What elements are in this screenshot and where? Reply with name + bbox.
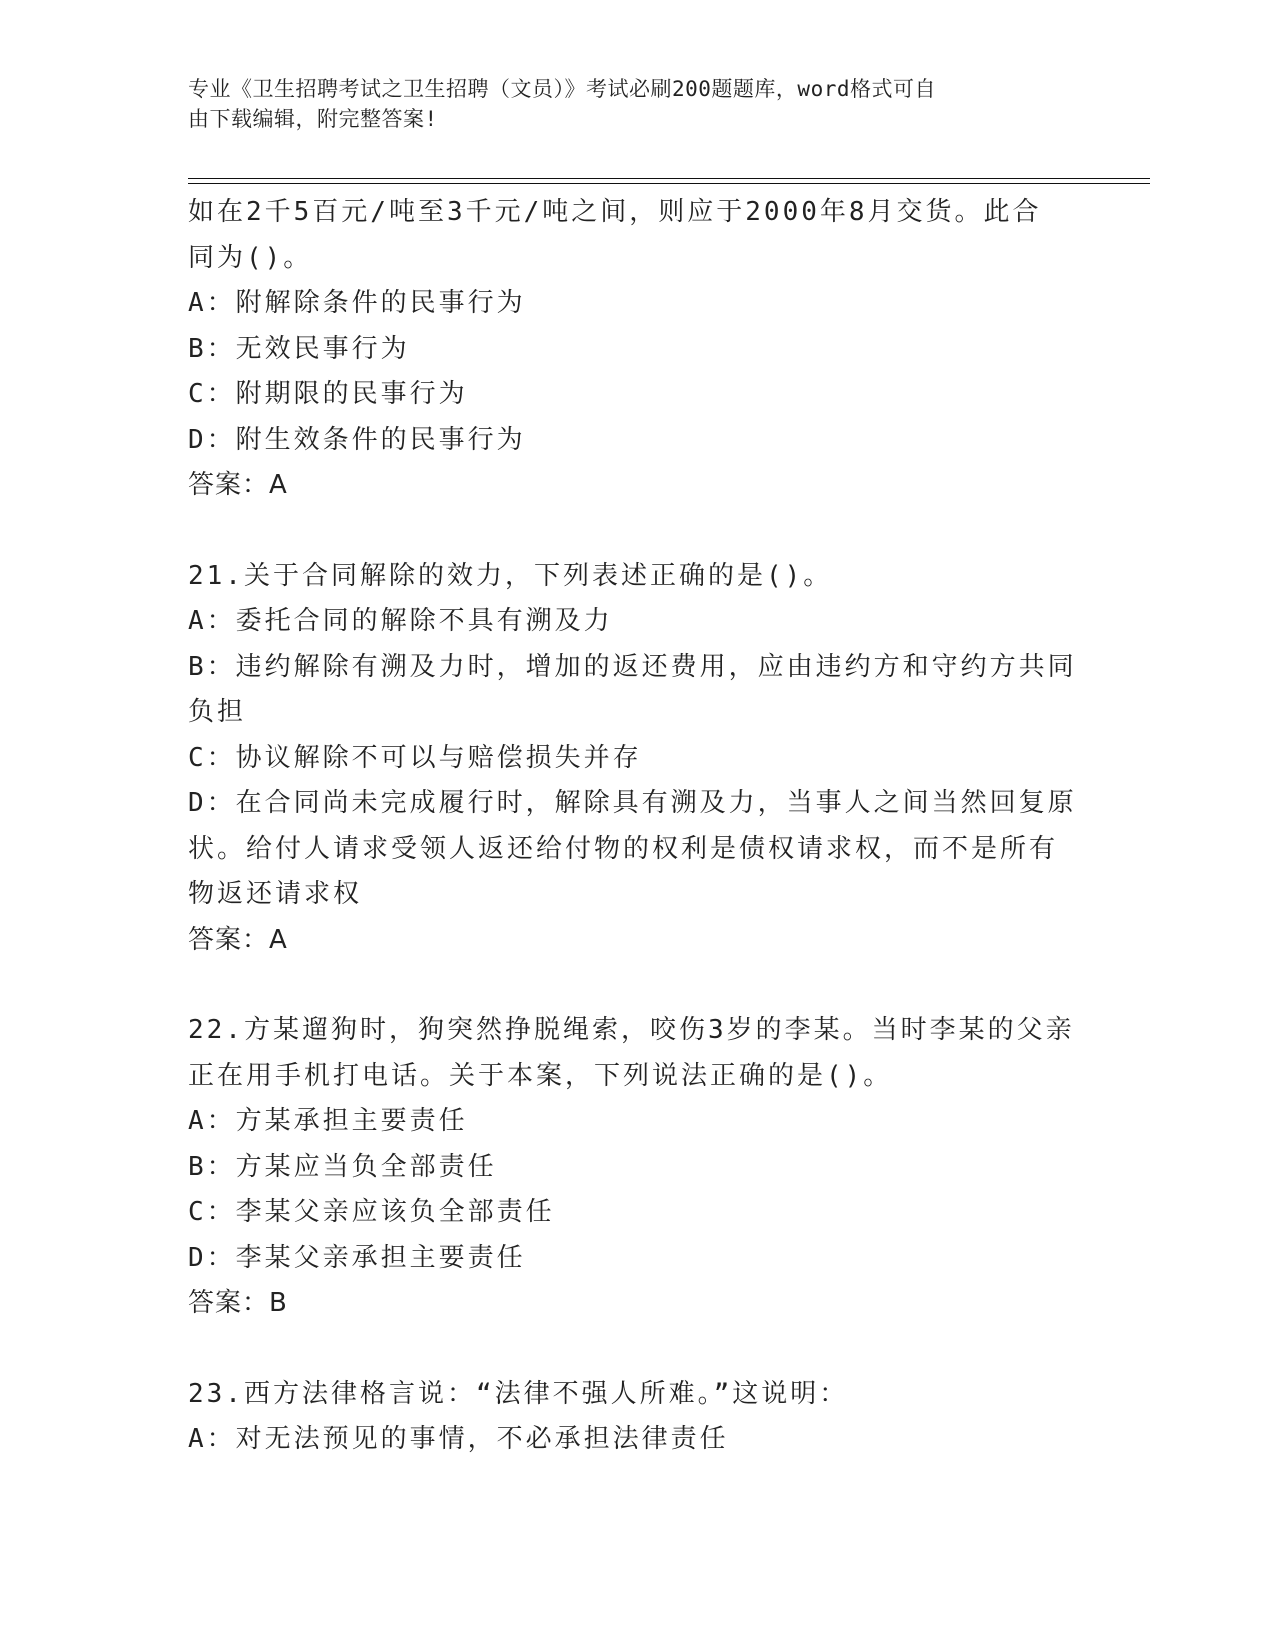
question-stem: 如在2千5百元/吨至3千元/吨之间，则应于2000年8月交货。此合: [188, 197, 1042, 227]
question-21: [188, 554, 1088, 964]
header-line-2: 由下载编辑，附完整答案!: [188, 107, 438, 131]
answer-line: 答案：A: [188, 924, 288, 955]
option-a: A：委托合同的解除不具有溯及力: [188, 606, 613, 636]
option-d: D：附生效条件的民事行为: [188, 424, 526, 455]
option-d-continued: 物返还请求权: [188, 879, 363, 909]
option-d: D：李某父亲承担主要责任: [188, 1242, 526, 1273]
question-stem: 21.关于合同解除的效力，下列表述正确的是()。: [188, 560, 833, 591]
question-stem: 22.方某遛狗时，狗突然挣脱绳索，咬伤3岁的李某。当时李某的父亲: [188, 1015, 1075, 1045]
answer-line: 答案：B: [188, 1288, 288, 1318]
question-list: [188, 190, 1088, 1463]
document-header: [188, 74, 1068, 134]
option-b-continued: 负担: [188, 697, 247, 727]
spacer: [188, 963, 1088, 1008]
option-c: C：协议解除不可以与赔偿损失并存: [188, 742, 642, 773]
header-divider-bottom: [188, 183, 1150, 184]
answer-line: 答案：A: [188, 470, 288, 500]
option-b: B：违约解除有溯及力时，增加的返还费用，应由违约方和守约方共同: [188, 651, 1077, 682]
question-stem: 同为()。: [188, 242, 313, 273]
header-divider-top: [188, 178, 1150, 179]
spacer: [188, 509, 1088, 554]
question-22: [188, 1008, 1088, 1327]
option-d-continued: 状。给付人请求受领人返还给付物的权利是债权请求权，而不是所有: [188, 833, 1059, 864]
option-b: B：方某应当负全部责任: [188, 1151, 497, 1182]
option-c: C：李某父亲应该负全部责任: [188, 1197, 555, 1227]
question-stem: 23.西方法律格言说：“法律不强人所难。”这说明：: [188, 1378, 849, 1409]
header-line-1: 专业《卫生招聘考试之卫生招聘（文员）》考试必刷200题题库，word格式可自: [188, 77, 936, 101]
question-stem: 正在用手机打电话。关于本案，下列说法正确的是()。: [188, 1060, 893, 1091]
option-a: A：方某承担主要责任: [188, 1106, 468, 1136]
option-c: C：附期限的民事行为: [188, 379, 468, 409]
option-a: A：对无法预见的事情，不必承担法律责任: [188, 1424, 729, 1454]
question-23: [188, 1372, 1088, 1463]
option-a: A：附解除条件的民事行为: [188, 288, 526, 318]
option-b: B：无效民事行为: [188, 333, 410, 364]
option-d: D：在合同尚未完成履行时，解除具有溯及力，当事人之间当然回复原: [188, 788, 1077, 818]
spacer: [188, 1327, 1088, 1372]
question-20: [188, 190, 1088, 509]
